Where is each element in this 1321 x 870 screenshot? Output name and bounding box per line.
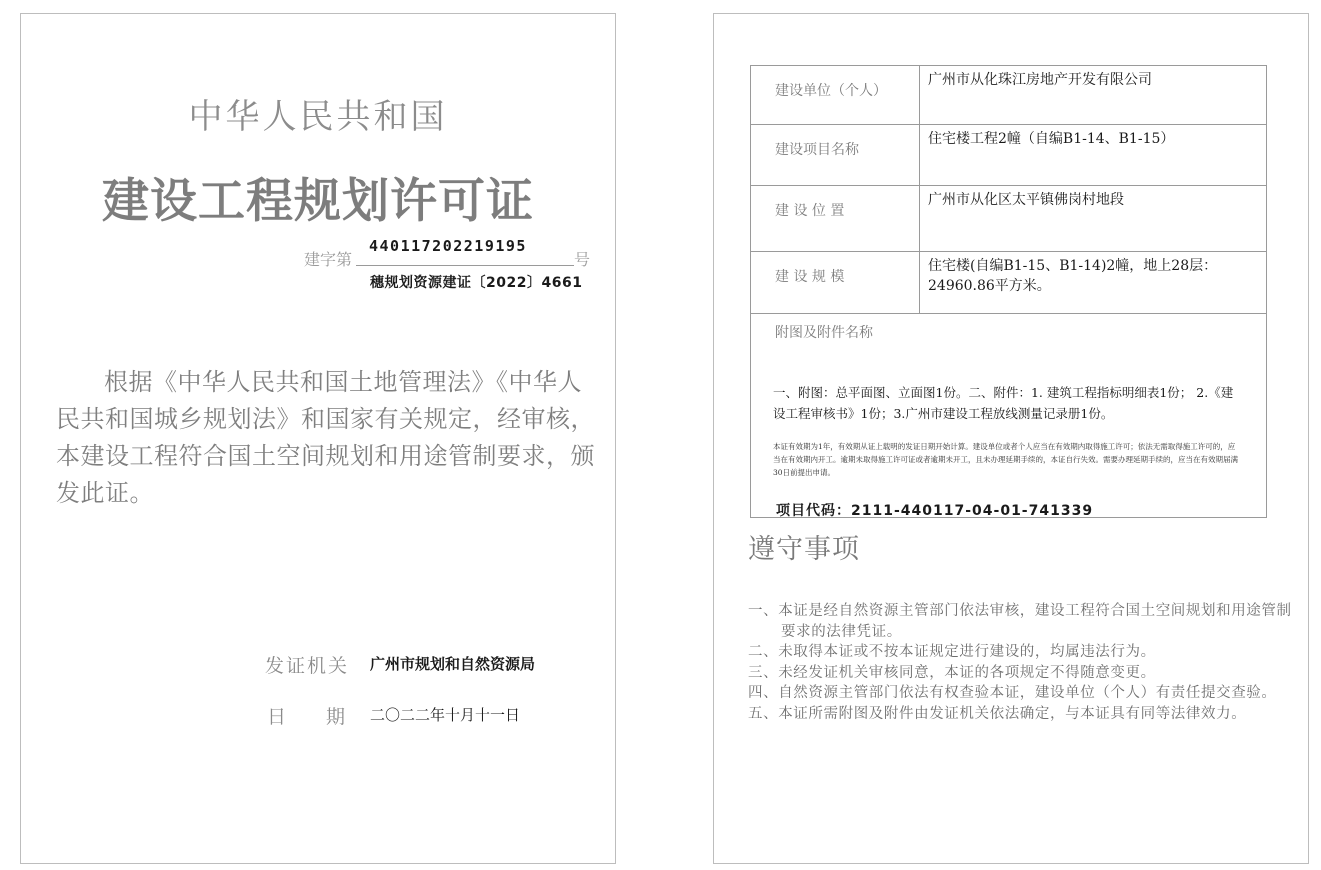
permit-number-label: 建字第 xyxy=(304,250,353,269)
builder-label: 建设单位（个人） xyxy=(751,66,920,125)
builder-value: 广州市从化珠江房地产开发有限公司 xyxy=(920,66,1267,125)
scale-value: 住宅楼(自编B1-15、B1-14)2幢，地上28层：24960.86平方米。 xyxy=(920,252,1267,314)
notice-list xyxy=(748,601,1293,724)
permit-right-page xyxy=(713,13,1309,864)
country-name: 中华人民共和国 xyxy=(188,97,448,137)
permit-number-value: 440117202219195 xyxy=(369,237,527,255)
project-code: 项目代码：2111-440117-04-01-741339 xyxy=(776,503,1094,519)
list-item: 一、本证是经自然资源主管部门依法审核，建设工程符合国土空间规划和用途管制要求的法律凭证。 xyxy=(748,603,1292,640)
validity-note: 本证有效期为1年，有效期从证上载明的发证日期开始计算。建设单位或者个人应当在有效期内取得施工许可；依法无需取得施工许可的，应当在有效期内开工。逾期未取得施工许可证或者逾期未开工，且未办理延期手续的，本证自行失效。需要办理延期手续的，应当在有效期届满30日前提出申请。 xyxy=(773,442,1238,477)
permit-number-underline xyxy=(356,265,574,266)
list-item: 二、未取得本证或不按本证规定进行建设的，均属违法行为。 xyxy=(748,644,1156,660)
date-label: 日期 xyxy=(267,706,386,728)
location-label: 建 设 位 置 xyxy=(751,186,920,252)
location-value: 广州市从化区太平镇佛岗村地段 xyxy=(920,186,1267,252)
attachments-text: 一、附图：总平面图、立面图1份。二、附件：1. 建筑工程指标明细表1份； 2.《建设工程审核书》1份；3.广州市建设工程放线测量记录册1份。 xyxy=(773,385,1234,421)
issuer-value: 广州市规划和自然资源局 xyxy=(370,655,536,673)
list-item: 五、本证所需附图及附件由发证机关依法确定，与本证具有同等法律效力。 xyxy=(748,705,1247,722)
permit-code: 穗规划资源建证〔2022〕4661 xyxy=(370,275,583,291)
permit-number-suffix: 号 xyxy=(574,250,591,269)
table-row xyxy=(751,314,1267,518)
legal-basis-text: 根据《中华人民共和国土地管理法》《中华人民共和国城乡规划法》和国家有关规定，经审核，本建设工程符合国土空间规划和用途管制要求，颁发此证。 xyxy=(56,368,595,507)
list-item: 三、未经发证机关审核同意，本证的各项规定不得随意变更。 xyxy=(748,664,1156,681)
permit-left-page xyxy=(20,13,616,864)
table-row xyxy=(751,66,1267,125)
project-name-value: 住宅楼工程2幢（自编B1-14、B1-15） xyxy=(920,125,1267,186)
date-value: 二〇二二年十月十一日 xyxy=(370,706,521,724)
project-info-table xyxy=(750,65,1267,518)
project-name-label: 建设项目名称 xyxy=(751,125,920,186)
attachments-cell xyxy=(751,314,1267,518)
table-row xyxy=(751,125,1267,186)
attachments-label: 附图及附件名称 xyxy=(775,325,873,341)
table-row xyxy=(751,186,1267,252)
notice-title: 遵守事项 xyxy=(748,534,860,565)
table-row xyxy=(751,252,1267,314)
permit-title: 建设工程规划许可证 xyxy=(102,174,534,229)
list-item: 四、自然资源主管部门依法有权查验本证，建设单位（个人）有责任提交查验。 xyxy=(748,685,1277,701)
scale-label: 建 设 规 模 xyxy=(751,252,920,314)
issuer-label: 发证机关 xyxy=(265,655,350,677)
